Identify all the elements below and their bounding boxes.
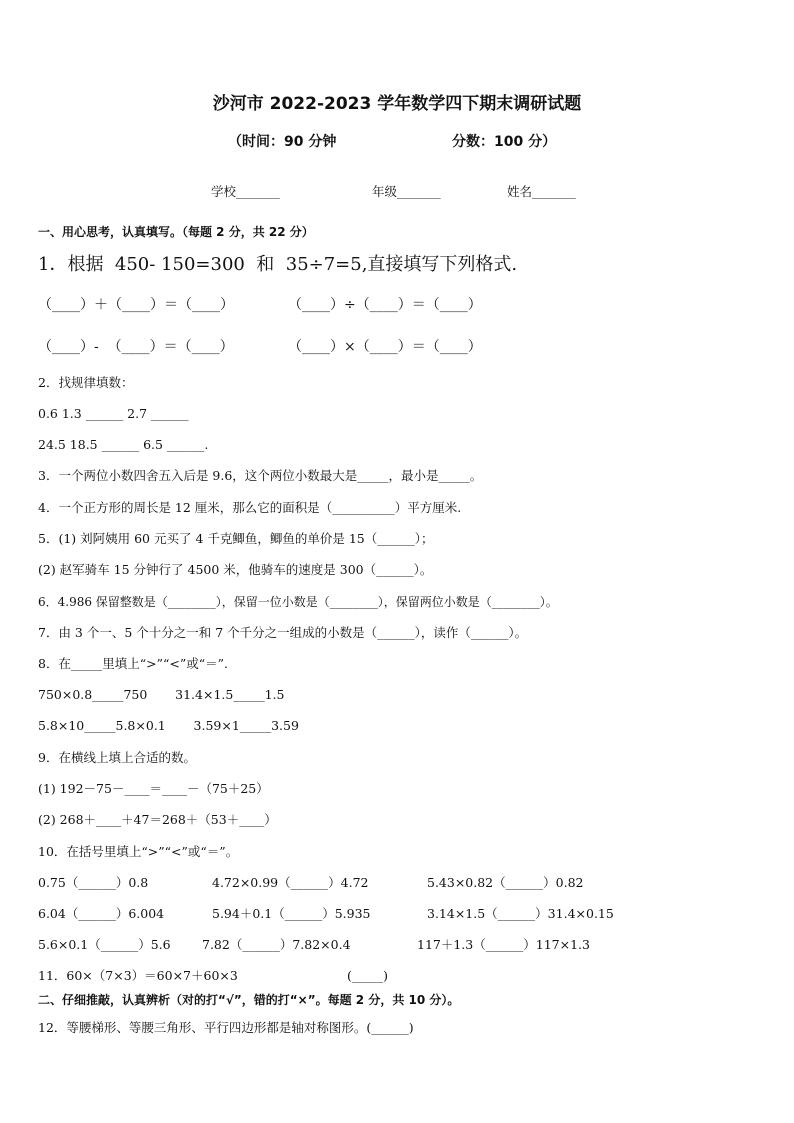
question-8: 8．在_____里填上“>”“<”或“＝”. — [38, 656, 228, 671]
grade-field: 年级_______ — [372, 184, 441, 199]
q10-r2c3: 3.14×1.5（______）31.4×0.15 — [427, 906, 614, 921]
question-9: 9．在横线上填上合适的数。 — [38, 750, 196, 765]
page-title: 沙河市 2022-2023 学年数学四下期末调研试题 — [212, 94, 582, 114]
question-12: 12．等腰梯形、等腰三角形、平行四边形都是轴对称图形。(______) — [38, 1020, 414, 1035]
q10-r1c2: 4.72×0.99（______）4.72 — [212, 875, 369, 890]
q1-row2-right: （____）×（____）＝（____） — [288, 339, 482, 355]
q10-r3c3: 117＋1.3（______）117×1.3 — [417, 937, 590, 952]
q10-r2c1: 6.04（______）6.004 — [38, 906, 165, 921]
q10-r3c1: 5.6×0.1（______）5.6 — [38, 937, 171, 952]
question-3: 3．一个两位小数四舍五入后是 9.6，这个两位小数最大是_____，最小是_____。 — [38, 468, 483, 483]
exam-score: 分数：100 分） — [452, 134, 557, 150]
q2-line1: 0.6 1.3 ______ 2.7 ______ — [38, 406, 189, 421]
q2-line2: 24.5 18.5 ______ 6.5 ______. — [38, 437, 209, 452]
section-1-heading: 一、用心思考，认真填写。（每题 2 分，共 22 分） — [38, 225, 314, 239]
question-7: 7．由 3 个一、5 个十分之一和 7 个千分之一组成的小数是（______），读作（______）。 — [38, 625, 528, 640]
q10-r2c2: 5.94＋0.1（______）5.935 — [212, 906, 371, 921]
q1-row1-left: （____）＋（____）＝（____） — [38, 297, 234, 313]
name-field: 姓名_______ — [507, 184, 576, 199]
q8-row1: 750×0.8_____750 31.4×1.5_____1.5 — [38, 687, 285, 702]
q8-row2: 5.8×10_____5.8×0.1 3.59×1_____3.59 — [38, 718, 299, 733]
question-10: 10．在括号里填上“>”“<”或“＝”。 — [38, 844, 239, 859]
q11-answer-blank: (_____) — [347, 968, 389, 983]
q1-row1-right: （____）÷（____）＝（____） — [288, 297, 482, 313]
q9-line2: (2) 268＋____＋47＝268＋（53＋____） — [38, 812, 277, 827]
q10-r1c3: 5.43×0.82（______）0.82 — [427, 875, 584, 890]
question-5-part-2: (2) 赵军骑车 15 分钟行了 4500 米，他骑车的速度是 300（______）。 — [38, 562, 433, 577]
exam-time: （时间：90 分钟 — [228, 134, 337, 150]
question-5-part-1: 5．(1) 刘阿姨用 60 元买了 4 千克鲫鱼，鲫鱼的单价是 15（______）； — [38, 531, 434, 546]
school-field: 学校_______ — [211, 184, 280, 199]
q9-line1: (1) 192－75－____＝____－（75＋25） — [38, 781, 269, 796]
question-1: 1．根据 450- 150=300 和 35÷7=5,直接填写下列格式. — [38, 254, 518, 275]
q1-row2-left: （____）- （____）＝（____） — [38, 339, 234, 355]
section-2-heading: 二、仔细推敲，认真辨析（对的打“√”，错的打“×”。每题 2 分，共 10 分）。 — [38, 993, 460, 1007]
question-6: 6．4.986 保留整数是（________），保留一位小数是（________），保留两位小数是（________）。 — [38, 595, 558, 609]
q10-r1c1: 0.75（______）0.8 — [38, 875, 149, 890]
question-2: 2．找规律填数： — [38, 375, 134, 390]
question-11: 11．60×（7×3）＝60×7＋60×3 — [38, 968, 238, 983]
question-4: 4．一个正方形的周长是 12 厘米，那么它的面积是（__________）平方厘米. — [38, 500, 462, 515]
q10-r3c2: 7.82（______）7.82×0.4 — [202, 937, 351, 952]
